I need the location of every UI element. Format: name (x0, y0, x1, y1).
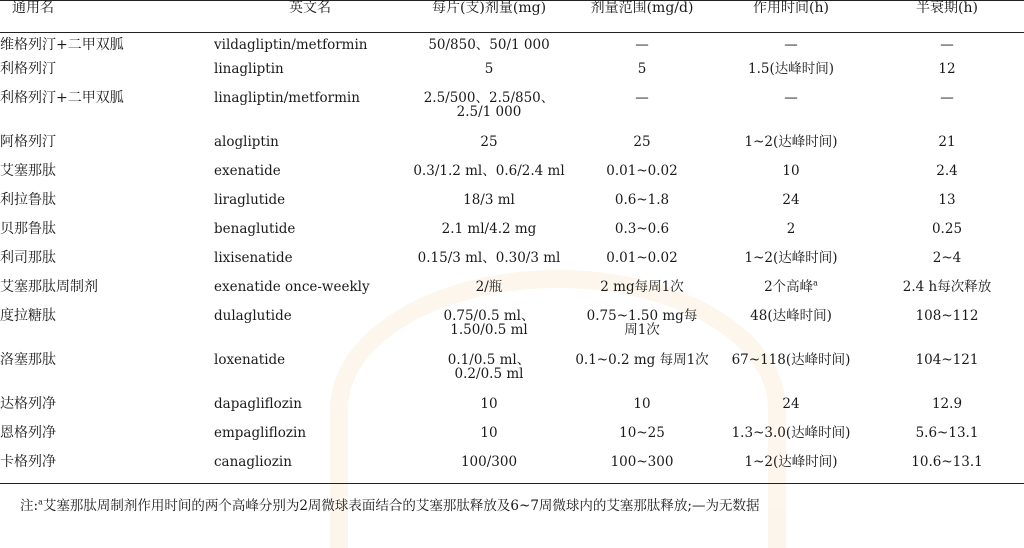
cell-half-life: 12 (938, 60, 956, 77)
cell-half-life: 10.6~13.1 (870, 455, 1024, 484)
cell-dose-line2: 1.50/0.5 ml (450, 321, 528, 338)
cell-duration: 1~2(达峰时间) (712, 455, 870, 484)
cell-half-life: 108~112 (915, 307, 979, 324)
table-row (0, 455, 1024, 484)
cell-dose: 0.3/1.2 ml、0.6/2.4 ml (413, 162, 565, 179)
table-row (0, 135, 1024, 164)
cell-dose (406, 309, 572, 353)
cell-english-name: dapagliflozin (214, 395, 302, 412)
cell-generic-name: 利司那肽 (0, 249, 56, 266)
cell-dose-line1: 0.75/0.5 ml、 (443, 307, 535, 324)
cell-half-life: 2.4 h每次释放 (902, 278, 992, 295)
cell-range: 0.01~0.02 (606, 162, 678, 179)
cell-range: 2 mg每周1次 (600, 278, 684, 295)
cell-half-life: — (940, 37, 954, 53)
cell-generic-name: 艾塞那肽 (0, 162, 56, 179)
header-english-name: 英文名 (214, 1, 406, 33)
cell-dose: 50/850、50/1 000 (428, 37, 550, 53)
cell-range: 0.6~1.8 (614, 191, 670, 208)
cell-generic-name: 贝那鲁肽 (0, 220, 56, 237)
cell-generic-name: 达格列净 (0, 395, 56, 412)
cell-dose: 5 (484, 60, 494, 77)
table-row (0, 33, 1024, 62)
cell-english-name: exenatide once-weekly (214, 278, 370, 295)
cell-half-life: 5.6~13.1 (915, 424, 979, 441)
cell-generic-name: 利格列汀+二甲双胍 (0, 89, 124, 106)
table-row (0, 426, 1024, 455)
cell-english-name: linagliptin/metformin (214, 89, 360, 106)
cell-half-life: — (940, 89, 954, 106)
cell-range-line1: 0.75~1.50 mg每 (586, 307, 698, 324)
cell-dose: 10 (480, 395, 498, 412)
table-body (0, 33, 1024, 484)
cell-half-life: 2.4 (936, 162, 958, 179)
cell-range (572, 309, 712, 353)
table-row (0, 91, 1024, 135)
cell-half-life: 2~4 (932, 249, 962, 266)
cell-english-name: lixisenatide (214, 249, 293, 266)
table-header (0, 1, 1024, 33)
cell-duration: 1.3~3.0(达峰时间) (731, 424, 851, 441)
footnote-marker: a (813, 278, 818, 287)
cell-dose: 100/300 (406, 455, 572, 484)
cell-dose-line1: 2.5/500、2.5/850、 (423, 89, 555, 106)
cell-half-life: 0.25 (931, 220, 963, 237)
cell-english-name: vildagliptin/metformin (214, 37, 368, 53)
cell-dose (406, 91, 572, 135)
cell-dose (406, 353, 572, 397)
cell-english-name: canagliozin (214, 455, 406, 484)
table-footnote (20, 494, 759, 514)
table-row (0, 309, 1024, 353)
cell-range: 0.1~0.2 mg 每周1次 (575, 351, 709, 368)
cell-range: 0.3~0.6 (614, 220, 670, 237)
footnote-marker: a (38, 497, 43, 507)
table-row (0, 62, 1024, 91)
cell-dose: 2/瓶 (475, 278, 503, 295)
cell-half-life: 13 (938, 191, 956, 208)
cell-generic-name: 艾塞那肽周制剂 (0, 278, 98, 295)
cell-duration: 1~2(达峰时间) (744, 249, 838, 266)
cell-range: 10~25 (619, 424, 665, 441)
cell-generic-name: 恩格列净 (0, 424, 56, 441)
cell-english-name: dulaglutide (214, 307, 292, 324)
cell-generic-name: 维格列汀+二甲双胍 (0, 37, 124, 53)
cell-dose: 10 (480, 424, 498, 441)
table-row (0, 222, 1024, 251)
cell-english-name: linagliptin (214, 60, 284, 77)
cell-english-name: exenatide (214, 162, 281, 179)
table-row (0, 397, 1024, 426)
cell-duration (712, 280, 870, 309)
cell-english-name: liraglutide (214, 191, 286, 208)
cell-half-life: 21 (938, 133, 956, 150)
cell-generic-name: 利格列汀 (0, 60, 56, 77)
footnote-text: 艾塞那肽周制剂作用时间的两个高峰分别为2周微球表面结合的艾塞那肽释放及6~7周微球内的艾塞那肽释放;—为无数据 (42, 498, 760, 514)
cell-half-life: 12.9 (931, 395, 963, 412)
cell-dose-line2: 2.5/1 000 (456, 103, 522, 120)
cell-duration: 2 (786, 220, 796, 237)
cell-dose: 2.1 ml/4.2 mg (441, 220, 537, 237)
cell-duration: 1~2(达峰时间) (744, 133, 838, 150)
cell-range: 5 (637, 60, 647, 77)
table-row (0, 353, 1024, 397)
header-dose-range: 剂量范围(mg/d) (572, 1, 712, 33)
table-row (0, 251, 1024, 280)
cell-duration: 48(达峰时间) (750, 307, 832, 324)
cell-duration: 1.5(达峰时间) (747, 60, 834, 77)
cell-duration: — (784, 37, 798, 53)
cell-duration: 24 (782, 191, 800, 208)
header-dose-per-unit: 每片(支)剂量(mg) (406, 1, 572, 33)
table-row (0, 164, 1024, 193)
cell-english-name: benaglutide (214, 220, 296, 237)
cell-range: — (635, 37, 649, 53)
cell-dose-line1: 0.1/0.5 ml、 (447, 351, 531, 368)
cell-english-name: loxenatide (214, 351, 286, 368)
cell-duration: 24 (782, 395, 800, 412)
table-row (0, 280, 1024, 309)
cell-dose-line2: 0.2/0.5 ml (454, 365, 524, 382)
cell-duration-text: 2个高峰 (764, 278, 814, 295)
cell-english-name: alogliptin (214, 133, 279, 150)
cell-generic-name: 阿格列汀 (0, 133, 56, 150)
cell-dose: 25 (480, 133, 498, 150)
cell-range: 25 (633, 133, 651, 150)
header-duration: 作用时间(h) (712, 1, 870, 33)
header-generic-name: 通用名 (0, 1, 214, 33)
cell-range: 0.01~0.02 (606, 249, 678, 266)
cell-generic-name: 利拉鲁肽 (0, 191, 56, 208)
cell-dose: 0.15/3 ml、0.30/3 ml (417, 249, 561, 266)
cell-range: — (635, 89, 649, 106)
cell-half-life: 104~121 (915, 351, 979, 368)
cell-generic-name: 度拉糖肽 (0, 307, 56, 324)
cell-generic-name: 洛塞那肽 (0, 351, 56, 368)
cell-duration: 10 (782, 162, 800, 179)
header-half-life: 半衰期(h) (870, 1, 1024, 33)
cell-range-line2: 周1次 (624, 321, 660, 338)
cell-duration: 67~118(达峰时间) (731, 351, 851, 368)
cell-duration: — (784, 89, 798, 106)
cell-range: 100~300 (572, 455, 712, 484)
cell-dose: 18/3 ml (463, 191, 515, 208)
table-row (0, 193, 1024, 222)
cell-generic-name: 卡格列净 (0, 455, 214, 484)
cell-english-name: empagliflozin (214, 424, 307, 441)
cell-range: 10 (633, 395, 651, 412)
header-row (0, 1, 1024, 33)
footnote-prefix: 注: (20, 498, 39, 514)
